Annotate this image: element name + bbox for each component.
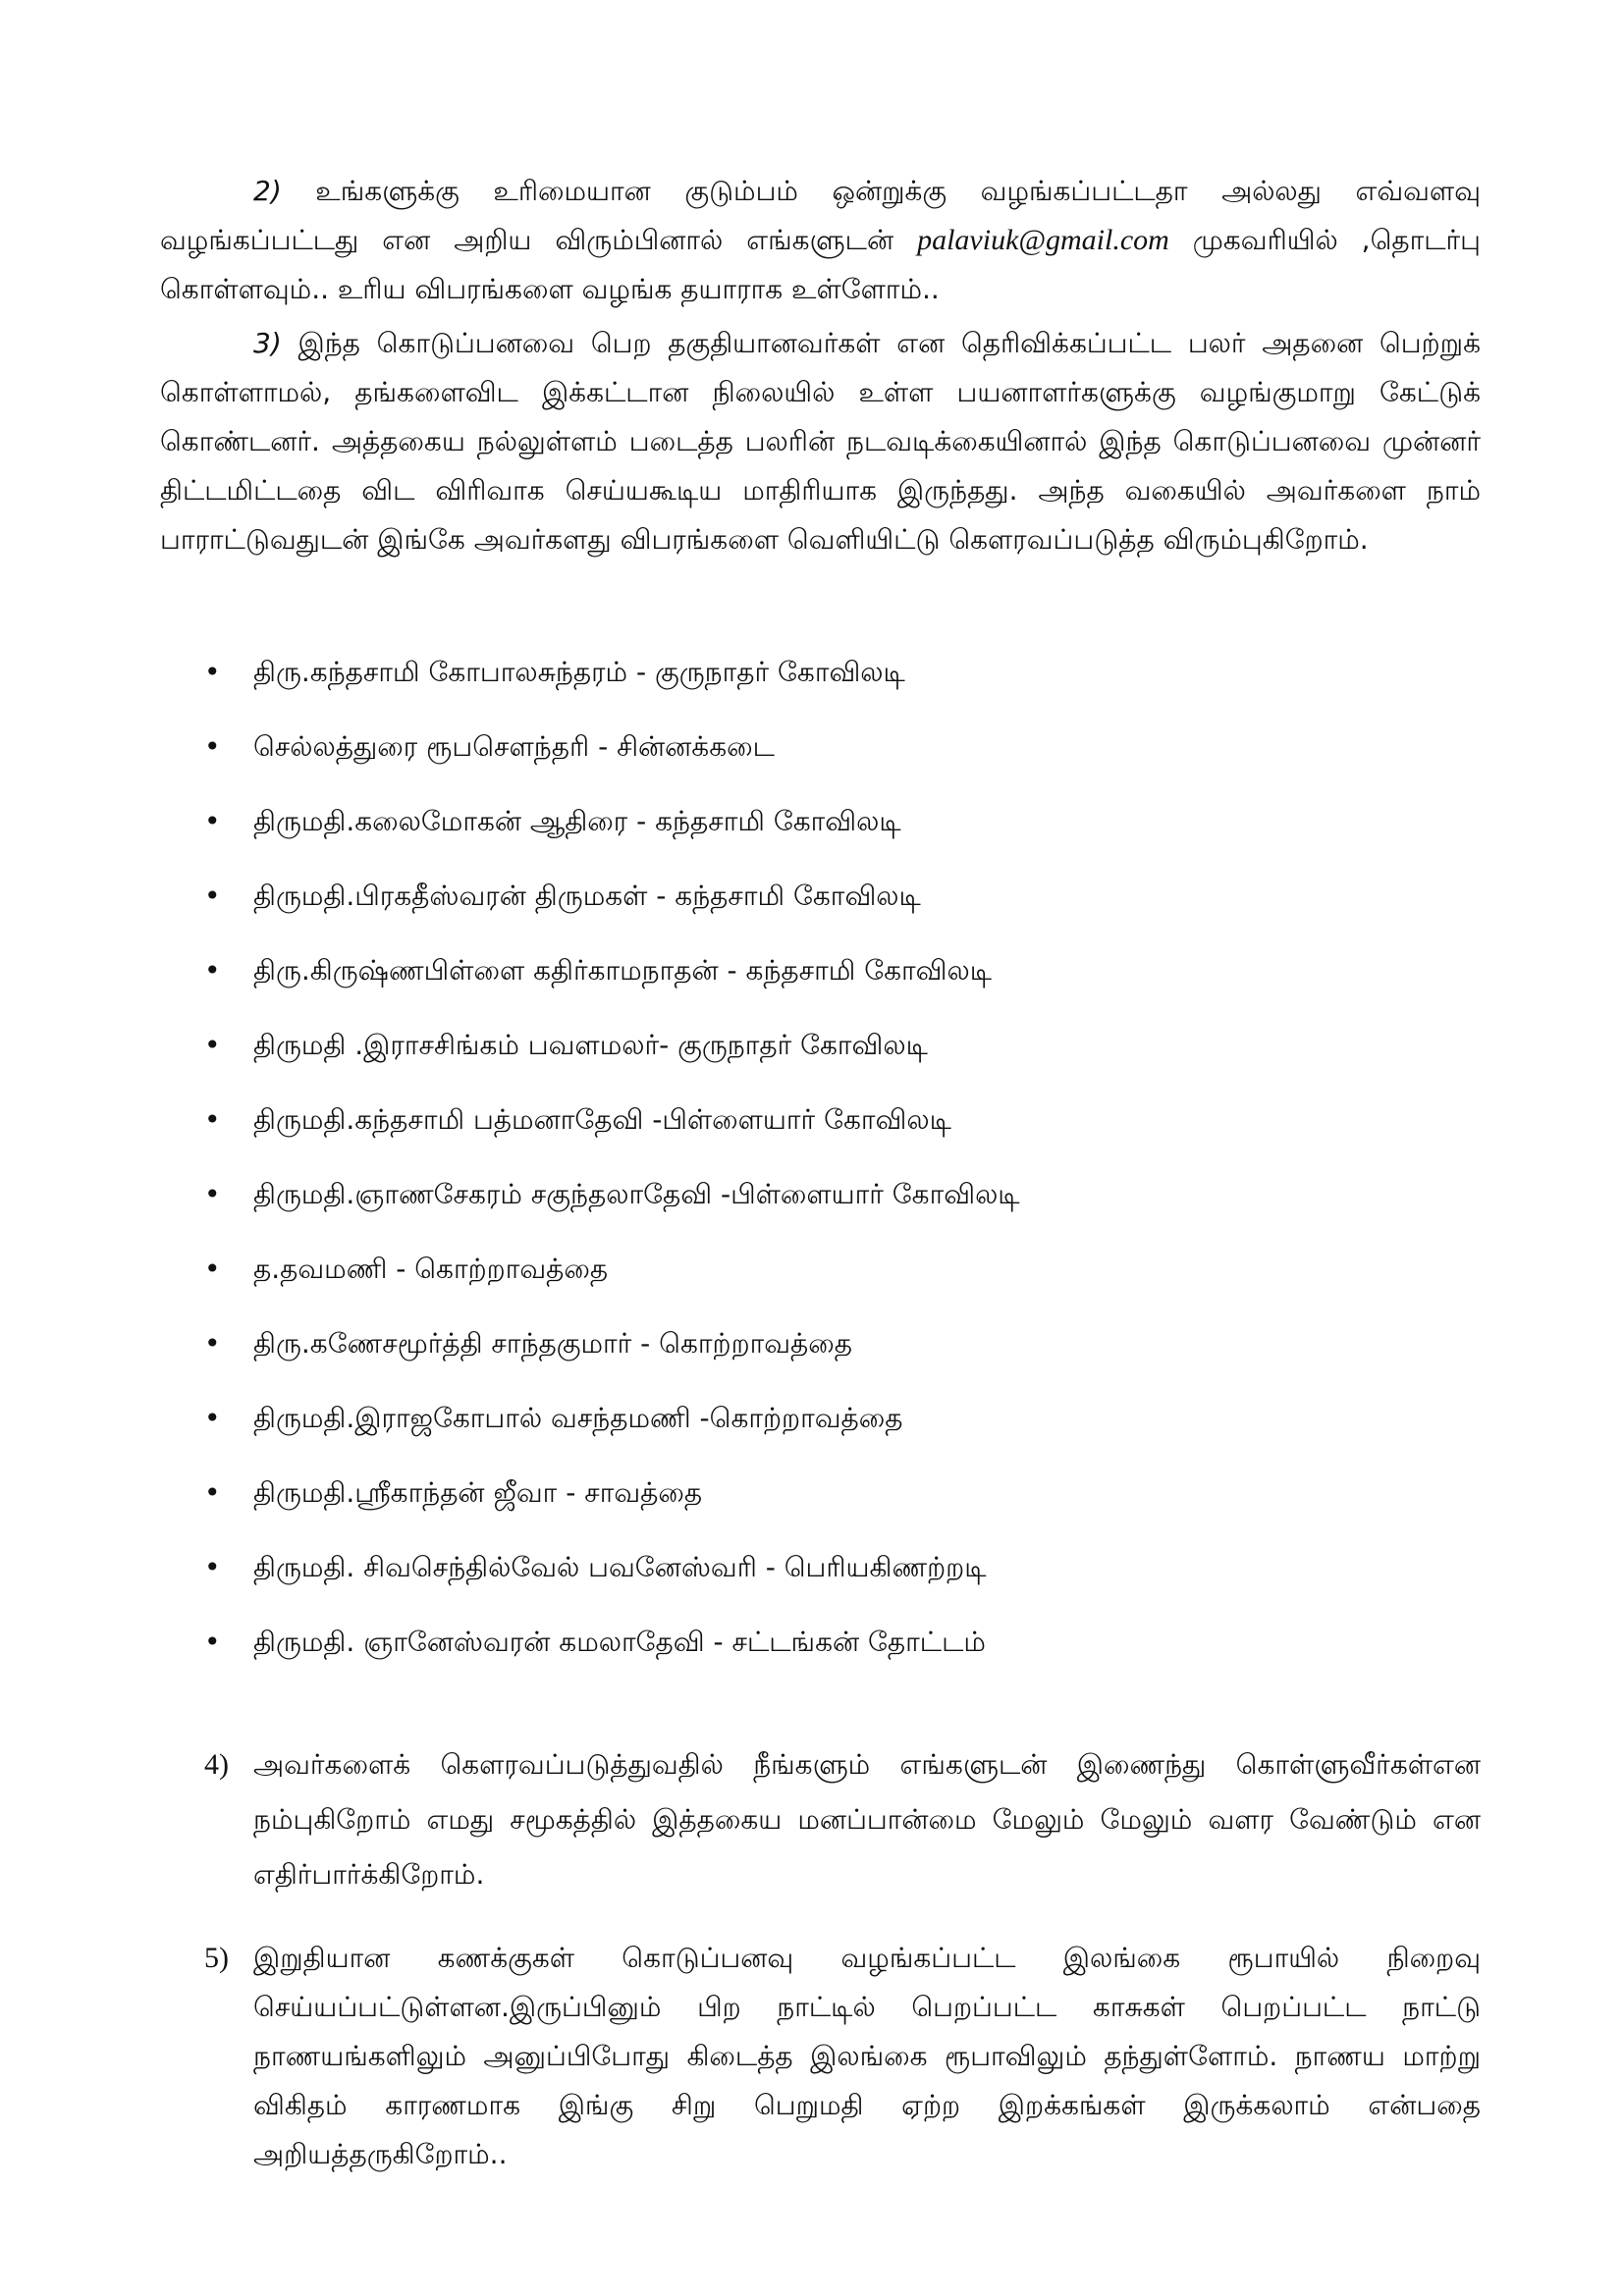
bullet-icon: • — [204, 880, 221, 912]
bullet-icon: • — [204, 805, 221, 837]
list-item: • திருமதி.ஸ்ரீகாந்தன் ஜீவா - சாவத்தை — [160, 1468, 1481, 1543]
bullet-icon: • — [204, 730, 221, 763]
bullet-icon: • — [204, 1178, 221, 1210]
list-item: • திருமதி.ஞாணசேகரம் சகுந்தலாதேவி -பிள்ளையார் கோவிலடி — [160, 1170, 1481, 1245]
paragraph-number: 3) — [253, 327, 282, 359]
list-item: • திரு.கந்தசாமி கோபாலசுந்தரம் - குருநாதர் கோவிலடி — [160, 648, 1481, 722]
bullet-icon: • — [204, 1402, 221, 1434]
bullet-icon: • — [204, 1029, 221, 1061]
bullet-icon: • — [204, 1626, 221, 1658]
numbered-item-5 — [160, 1934, 1481, 2179]
paragraph-number: 2) — [253, 175, 282, 207]
paragraph-text: உங்களுக்கு உரிமையான குடும்பம் ஒன்றுக்கு வழங்கப்பட்டதா அல்லது எவ்வளவு வழங்கப்பட்டது என அறிய விரும்பினால் எங்களுடன் — [160, 175, 1481, 256]
numbered-item-4 — [160, 1737, 1481, 1902]
paragraph-2 — [160, 167, 1481, 314]
list-item: • திருமதி.பிரகதீஸ்வரன் திருமகள் - கந்தசாமி கோவிலடி — [160, 872, 1481, 946]
paragraph-text: இந்த கொடுப்பனவை பெற தகுதியானவர்கள் என தெரிவிக்கப்பட்ட பலர் அதனை பெற்றுக் கொள்ளாமல், தங்களைவிட இக்கட்டான நிலையில் உள்ள பயனாளர்களுக்கு வழங்குமாறு கேட்டுக் கொண்டனர். அத்தகைய நல்லுள்ளம் படைத்த பலரின் நடவடிக்கையினால் இந்த கொடுப்பனவை முன்னர் திட்டமிட்டதை விட விரிவாக செய்யகூடிய மாதிரியாக இருந்தது. அந்த வகையில் அவர்களை நாம் பாராட்டுவதுடன் இங்கே அவர்களது விபரங்களை வெளியிட்டு கௌரவப்படுத்த விரும்புகிறோம். — [160, 327, 1481, 556]
bullet-icon: • — [204, 1103, 221, 1136]
bullet-icon: • — [204, 656, 221, 688]
bullet-icon: • — [204, 1253, 221, 1285]
list-item: • திருமதி.இராஜகோபால் வசந்தமணி -கொற்றாவத்தை — [160, 1394, 1481, 1468]
bullet-icon: • — [204, 1327, 221, 1360]
names-list — [160, 648, 1481, 1692]
list-item: • செல்லத்துரை ரூபசௌந்தரி - சின்னக்கடை — [160, 722, 1481, 797]
item-text: அவர்களைக் கௌரவப்படுத்துவதில் நீங்களும் எங்களுடன் இணைந்து கொள்ளுவீர்கள்என நம்புகிறோம் எமது சமூகத்தில் இத்தகைய மனப்பான்மை மேலும் மேலும் வளர வேண்டும் என எதிர்பார்க்கிறோம். — [253, 1748, 1481, 1891]
numbered-paragraph — [160, 1737, 1481, 1902]
email-address: palaviuk@gmail.com — [917, 224, 1169, 256]
list-item: • திருமதி. ஞானேஸ்வரன் கமலாதேவி - சட்டங்கன் தோட்டம் — [160, 1618, 1481, 1692]
list-item: • திருமதி .இராசசிங்கம் பவளமலர்- குருநாதர் கோவிலடி — [160, 1021, 1481, 1095]
numbered-paragraph — [160, 1934, 1481, 2179]
list-item: • திருமதி.கந்தசாமி பத்மனாதேவி -பிள்ளையார் கோவிலடி — [160, 1095, 1481, 1170]
list-item: • த.தவமணி - கொற்றாவத்தை — [160, 1245, 1481, 1319]
list-item: • திரு.கிருஷ்ணபிள்ளை கதிர்காமநாதன் - கந்தசாமி கோவிலடி — [160, 946, 1481, 1021]
paragraph-text-continued: முகவரியில் ,தொடர்பு கொள்ளவும்.. உரிய விபரங்களை வழங்க தயாராக உள்ளோம்.. — [160, 224, 1481, 305]
bullet-icon: • — [204, 1476, 221, 1509]
list-item: • திரு.கணேசமூர்த்தி சாந்தகுமார் - கொற்றாவத்தை — [160, 1319, 1481, 1394]
bullet-icon: • — [204, 954, 221, 987]
item-text: இறுதியான கணக்குகள் கொடுப்பனவு வழங்கப்பட்ட இலங்கை ரூபாயில் நிறைவு செய்யப்பட்டுள்ளன.இருப்பினும் பிற நாட்டில் பெறப்பட்ட காசுகள் பெறப்பட்ட நாட்டு நாணயங்களிலும் அனுப்பிபோது கிடைத்த இலங்கை ரூபாவிலும் தந்துள்ளோம். நாணய மாற்று விகிதம் காரணமாக இங்கு சிறு பெறுமதி ஏற்ற இறக்கங்கள் இருக்கலாம் என்பதை அறியத்தருகிறோம்.. — [253, 1942, 1481, 2170]
list-item: • திருமதி.கலைமோகன் ஆதிரை - கந்தசாமி கோவிலடி — [160, 797, 1481, 872]
paragraph-3 — [160, 319, 1481, 564]
item-number: 5) — [204, 1942, 229, 1974]
list-item: • திருமதி. சிவசெந்தில்வேல் பவனேஸ்வரி - பெரியகிணற்றடி — [160, 1543, 1481, 1618]
item-number: 4) — [204, 1748, 229, 1781]
bullet-icon: • — [204, 1551, 221, 1583]
